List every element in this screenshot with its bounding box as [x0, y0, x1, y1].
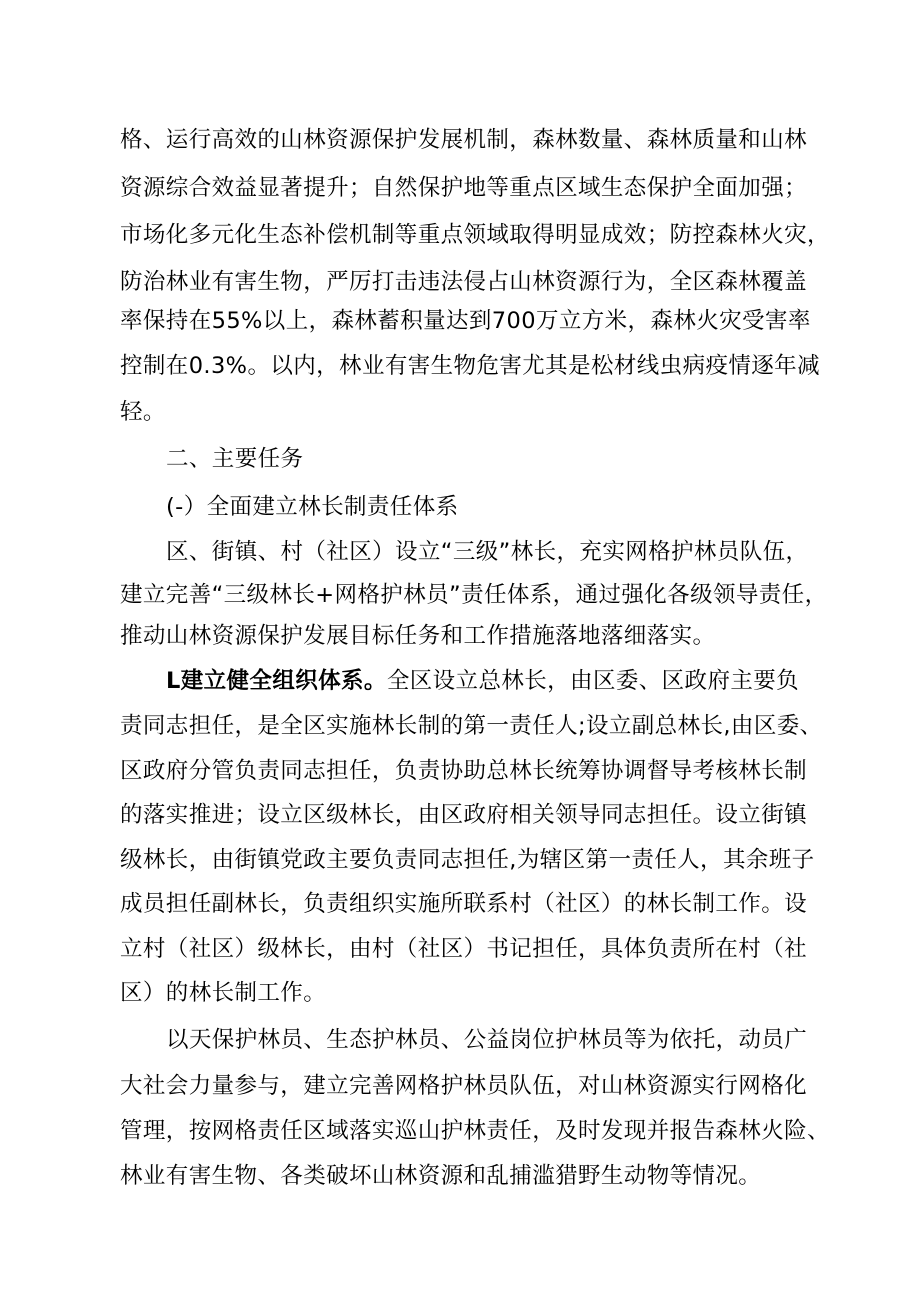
- text-line: 区政府分管负责同志担任，负责协助总林长统筹协调督导考核林长制: [120, 758, 808, 784]
- text-line: [166, 666, 799, 696]
- text-line: 格、运行高效的山林资源保护发展机制，森林数量、森林质量和山林: [120, 127, 808, 153]
- text-line: 以天保护林员、生态护林员、公益岗位护林员等为依托，动员广: [166, 1027, 808, 1053]
- text-line: 区）的林长制工作。: [120, 980, 327, 1006]
- text-line: 防治林业有害生物，严厉打击违法侵占山林资源行为，全区森林覆盖: [120, 269, 808, 295]
- text-line: 区、街镇、村（社区）设立“三级”林长，充实网格护林员队伍，: [166, 539, 809, 565]
- text-line: 管理，按网格责任区域落实巡山护林责任，及时发现并报告森林火险、: [120, 1118, 830, 1144]
- text-line: 率保持在55%以上，森林蓄积量达到700万立方米，森林火灾受害率: [120, 308, 811, 334]
- text-line: 立村（社区）级林长，由村（社区）书记担任，具体负责所在村（社: [120, 936, 808, 962]
- text-line: 市场化多元化生态补偿机制等重点领域取得明显成效；防控森林火灾，: [120, 222, 830, 248]
- text-line: 级林长，由街镇党政主要负责同志担任,为辖区第一责任人，其余班子: [120, 847, 815, 873]
- text-line: 推动山林资源保护发展目标任务和工作措施落地落细落实。: [120, 623, 716, 649]
- text-line: 责同志担任，是全区实施林长制的第一责任人;设立副总林长,由区委、: [120, 713, 823, 739]
- text-line: 大社会力量参与，建立完善网格护林员队伍，对山林资源实行网格化: [120, 1073, 808, 1099]
- text-line: 的落实推进；设立区级林长，由区政府相关领导同志担任。设立街镇: [120, 802, 808, 828]
- section-heading: 二、主要任务: [166, 446, 304, 472]
- text-line: 资源综合效益显著提升；自然保护地等重点区域生态保护全面加强；: [120, 175, 808, 201]
- text-line: 林业有害生物、各类破坏山林资源和乱捕滥猎野生动物等情况。: [120, 1163, 762, 1189]
- text-line-rest: 全区设立总林长，由区委、区政府主要负: [386, 668, 800, 694]
- text-line: 控制在0.3%。以内，林业有害生物危害尤其是松材线虫病疫情逐年减: [120, 353, 820, 379]
- text-line: 成员担任副林长，负责组织实施所联系村（社区）的林长制工作。设: [120, 891, 808, 917]
- subsection-heading: (-）全面建立林长制责任体系: [166, 494, 459, 520]
- bold-lead-in: L建立健全组织体系。: [166, 668, 387, 694]
- text-line: 轻。: [120, 399, 166, 425]
- text-line: 建立完善“三级林长+网格护林员”责任体系，通过强化各级领导责任，: [120, 582, 828, 608]
